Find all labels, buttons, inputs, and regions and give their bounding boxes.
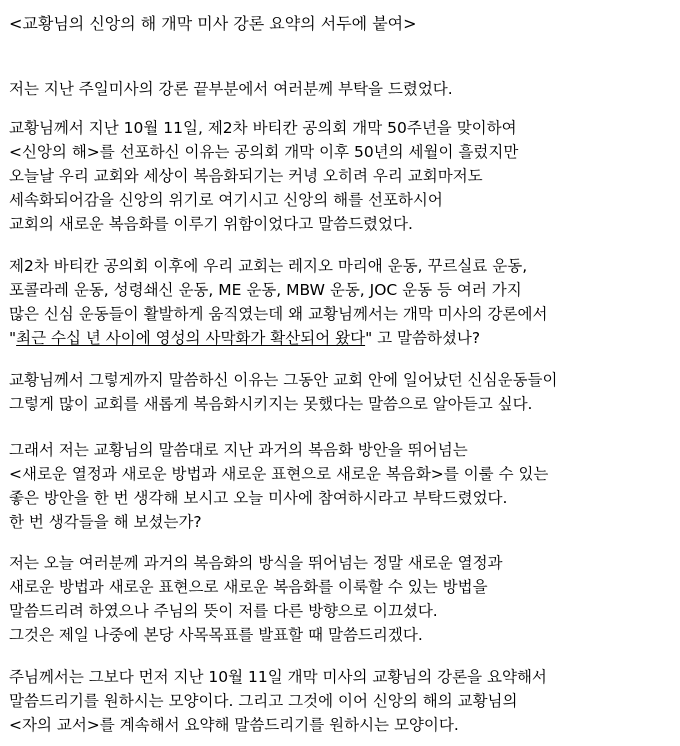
paragraph-5-line-1: 그래서 저는 교황님의 말씀대로 지난 과거의 복음화 방안을 뛰어넘는	[9, 441, 468, 459]
paragraph-5-line-2: <새로운 열정과 새로운 방법과 새로운 표현으로 새로운 복음화>를 이룰 수 있는	[9, 465, 549, 483]
paragraph-1-line-1: 저는 지난 주일미사의 강론 끝부분에서 여러분께 부탁을 드렸었다.	[9, 80, 453, 98]
paragraph-3-line-1: 제2차 바티칸 공의회 이후에 우리 교회는 레지오 마리애 운동, 꾸르실료 운동,	[9, 257, 528, 275]
underlined-quote: 최근 수십 년 사이에 영성의 사막화가 확산되어 왔다	[16, 329, 366, 347]
paragraph-6-line-2: 새로운 방법과 새로운 표현으로 새로운 복음화를 이룩할 수 있는 방법을	[9, 578, 488, 596]
paragraph-6-line-4: 그것은 제일 나중에 본당 사목목표를 발표할 때 말씀드리겠다.	[9, 626, 423, 644]
paragraph-2-line-4: 세속화되어감을 신앙의 위기로 여기시고 신앙의 해를 선포하시어	[9, 191, 443, 209]
paragraph-5-line-4: 한 번 생각들을 해 보셨는가?	[9, 513, 202, 531]
quote-open: "	[9, 329, 17, 347]
paragraph-2-line-2: <신앙의 해>를 선포하신 이유는 공의회 개막 이후 50년의 세월이 흘렀지만	[9, 143, 519, 161]
paragraph-3-line-2: 포콜라레 운동, 성령쇄신 운동, ME 운동, MBW 운동, JOC 운동 등 여러 가지	[9, 281, 522, 299]
paragraph-6-line-3: 말씀드리려 하였으나 주님의 뜻이 저를 다른 방향으로 이끄셨다.	[9, 602, 438, 620]
paragraph-5-line-3: 좋은 방안을 한 번 생각해 보시고 오늘 미사에 참여하시라고 부탁드렸었다.	[9, 489, 508, 507]
paragraph-2-line-3: 오늘날 우리 교회와 세상이 복음화되기는 커녕 오히려 우리 교회마저도	[9, 167, 483, 185]
paragraph-3-quote-line	[9, 328, 480, 348]
paragraph-4-line-2: 그렇게 많이 교회를 새롭게 복음화시키지는 못했다는 말씀으로 알아듣고 싶다.	[9, 395, 533, 413]
paragraph-7-line-3: <자의 교서>를 계속해서 요약해 말씀드리기를 원하시는 모양이다.	[9, 716, 459, 734]
paragraph-4-line-1: 교황님께서 그렇게까지 말씀하신 이유는 그동안 교회 안에 일어났던 신심운동들이	[9, 371, 558, 389]
paragraph-2-line-1: 교황님께서 지난 10월 11일, 제2차 바티칸 공의회 개막 50주년을 맞이하여	[9, 119, 517, 137]
document-title: <교황님의 신앙의 해 개막 미사 강론 요약의 서두에 붙여>	[9, 14, 417, 33]
quote-close: " 고 말씀하셨나?	[365, 329, 481, 347]
paragraph-7-line-2: 말씀드리기를 원하시는 모양이다. 그리고 그것에 이어 신앙의 해의 교황님의	[9, 692, 518, 710]
paragraph-6-line-1: 저는 오늘 여러분께 과거의 복음화의 방식을 뛰어넘는 정말 새로운 열정과	[9, 554, 503, 572]
paragraph-2-line-5: 교회의 새로운 복음화를 이루기 위함이었다고 말씀드렸었다.	[9, 215, 413, 233]
paragraph-3-line-3: 많은 신심 운동들이 활발하게 움직였는데 왜 교황님께서는 개막 미사의 강론에서	[9, 305, 548, 323]
paragraph-7-line-1: 주님께서는 그보다 먼저 지난 10월 11일 개막 미사의 교황님의 강론을 요약해서	[9, 668, 547, 686]
